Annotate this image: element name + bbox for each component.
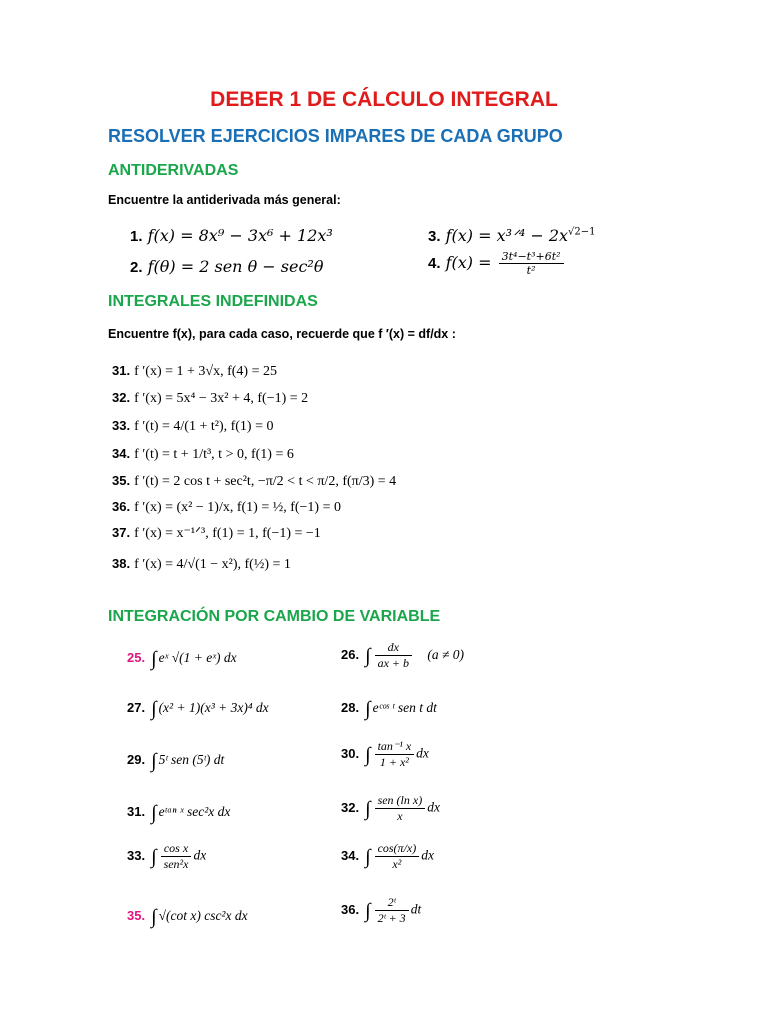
indefinite-34: 34. f ′(t) = t + 1/t³, t > 0, f(1) = 6 <box>112 446 294 462</box>
integral-31: 31. ∫ eᵗᵃⁿ ˣ sec²x dx <box>127 802 231 824</box>
indefinite-31: 31. f ′(x) = 1 + 3√x, f(4) = 25 <box>112 363 277 379</box>
indefinite-35: 35. f ′(t) = 2 cos t + sec²t, −π/2 < t < π/2, f(π/3) = 4 <box>112 473 397 489</box>
indefinite-36: 36. f ′(x) = (x² − 1)/x, f(1) = ½, f(−1) = 0 <box>112 499 341 515</box>
integral-27: 27. ∫ (x² + 1)(x³ + 3x)⁴ dx <box>127 698 269 720</box>
page-title: DEBER 1 DE CÁLCULO INTEGRAL <box>210 88 558 111</box>
exercise-3: 3. f(x) = x³ᐟ⁴ − $2x^{√2-1}$ <box>428 226 596 245</box>
exercise-1: 1. f(x) = 8x⁹ − 3x⁶ + 12x³ <box>130 226 333 245</box>
heading-antiderivadas: ANTIDERIVADAS <box>108 162 239 179</box>
integral-25: 25. ∫ eˣ √(1 + eˣ) dx <box>127 648 237 670</box>
integral-34: 34. ∫ $\frac{\cos(\pi/x)}{\text{x²}}$ dx <box>341 841 434 871</box>
instruction-indefinidas: Encuentre f(x), para cada caso, recuerde que f ′(x) = df/dx : <box>108 327 456 341</box>
indefinite-38: 38. f ′(x) = 4/√(1 − x²), f(½) = 1 <box>112 556 291 572</box>
integral-29: 29. ∫ 5ᵗ sen (5ᵗ) dt <box>127 750 225 772</box>
integral-33: 33. ∫ $\frac{\text{cos x}}{\text{sen²x}}$ dx <box>127 841 207 871</box>
heading-cambio-variable: INTEGRACIÓN POR CAMBIO DE VARIABLE <box>108 608 441 625</box>
integral-32: 32. ∫ $\frac{\text{sen (ln x)}}{x}$ dx <box>341 793 440 823</box>
subtitle: RESOLVER EJERCICIOS IMPARES DE CADA GRUPO <box>108 126 563 146</box>
heading-indefinidas: INTEGRALES INDEFINIDAS <box>108 293 318 310</box>
integral-26: 26. ∫ $\frac{dx}{ax + b}$ (a ≠ 0) <box>341 640 465 670</box>
exercise-2: 2. f(θ) = 2 sen θ − sec²θ <box>130 257 324 276</box>
indefinite-37: 37. f ′(x) = x⁻¹ᐟ³, f(1) = 1, f(−1) = −1 <box>112 525 321 541</box>
integral-30: 30. ∫ $\frac{\text{tan⁻¹ x}}{\text{1 + x²}}$ dx <box>341 739 429 769</box>
indefinite-33: 33. f ′(t) = 4/(1 + t²), f(1) = 0 <box>112 418 274 434</box>
integral-36: 36. ∫ $\frac{\text{2ᵗ}}{\text{2ᵗ + 3}}$ dt <box>341 895 422 925</box>
exercise-4: 4. f(x) = $\frac{\text{3t⁴−t³+6t²}}{\text{t²}}$ <box>428 250 566 277</box>
instruction-antiderivadas: Encuentre la antiderivada más general: <box>108 193 341 207</box>
integral-35: 35. ∫ √(cot x) csc²x dx <box>127 906 248 928</box>
integral-28: 28. ∫ eᶜᵒˢ ᵗ sen t dt <box>341 698 437 720</box>
indefinite-32: 32. f ′(x) = 5x⁴ − 3x² + 4, f(−1) = 2 <box>112 390 309 406</box>
